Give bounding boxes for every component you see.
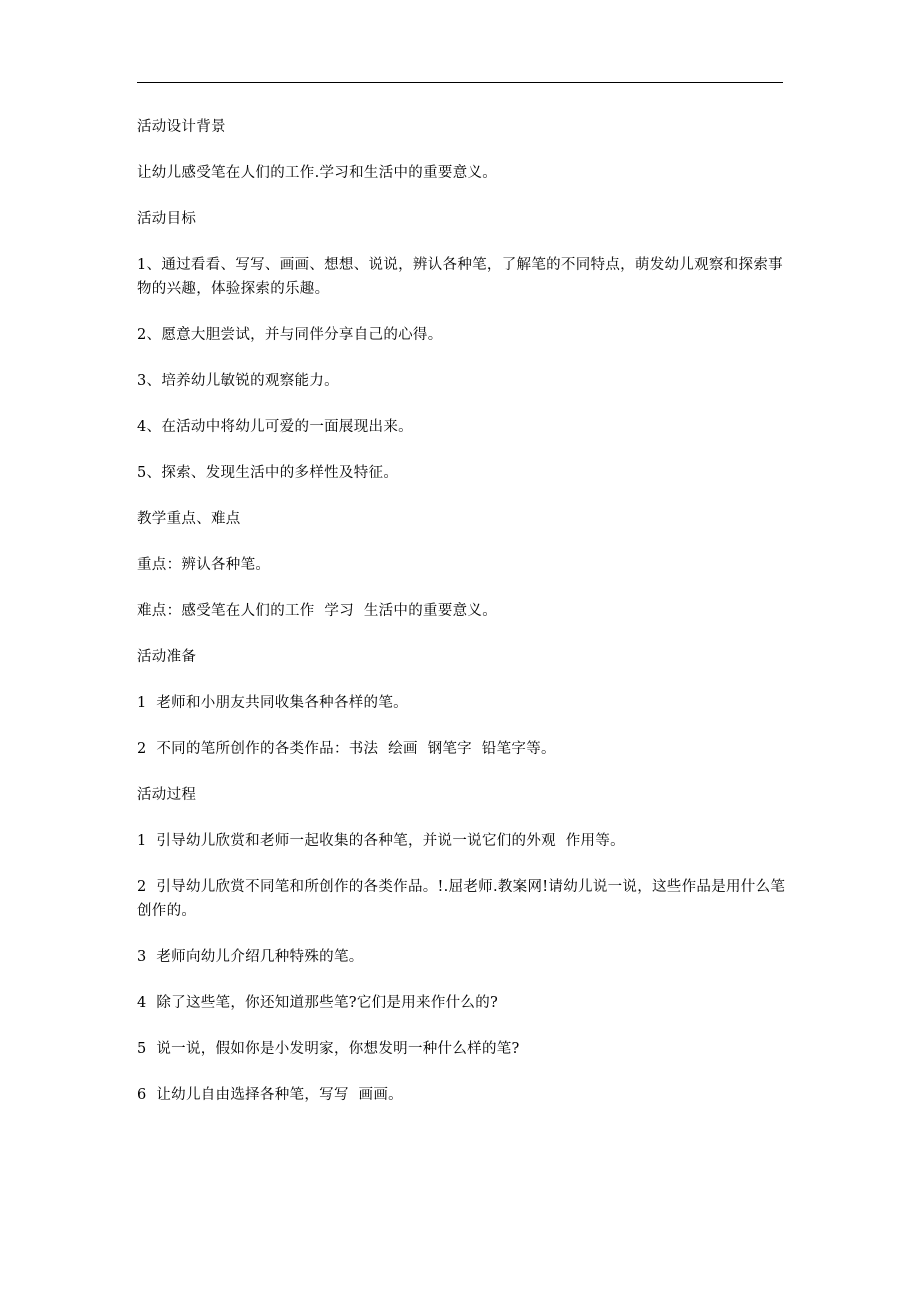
section-heading-background: 活动设计背景: [137, 119, 226, 135]
process-step: 2 引导幼儿欣赏不同笔和所创作的各类作品。!.屈老师.教案网!请幼儿说一说，这些作品是用什么笔创作的。: [137, 879, 786, 919]
header-rule: [137, 82, 783, 83]
process-step: 6 让幼儿自由选择各种笔，写写 画画。: [137, 1087, 403, 1103]
difficulty-text: 难点：感受笔在人们的工作 学习 生活中的重要意义。: [137, 603, 498, 619]
process-step: 5 说一说，假如你是小发明家，你想发明一种什么样的笔?: [137, 1041, 520, 1057]
document-body: [137, 115, 787, 1129]
process-step: 4 除了这些笔，你还知道那些笔?它们是用来作什么的?: [137, 995, 499, 1011]
preparation-item: 1 老师和小朋友共同收集各种各样的笔。: [137, 695, 408, 711]
goal-item: 5、探索、发现生活中的多样性及特征。: [137, 465, 399, 481]
section-heading-key-points: 教学重点、难点: [137, 511, 241, 527]
process-step: 3 老师向幼儿介绍几种特殊的笔。: [137, 949, 364, 965]
section-heading-process: 活动过程: [137, 787, 197, 803]
section-heading-goals: 活动目标: [137, 211, 197, 227]
process-step: 1 引导幼儿欣赏和老师一起收集的各种笔，并说一说它们的外观 作用等。: [137, 833, 625, 849]
preparation-item: 2 不同的笔所创作的各类作品：书法 绘画 钢笔字 铅笔字等。: [137, 741, 556, 757]
goal-item: 1、通过看看、写写、画画、想想、说说，辨认各种笔，了解笔的不同特点，萌发幼儿观察和探索事物的兴趣，体验探索的乐趣。: [137, 257, 783, 297]
section-heading-preparation: 活动准备: [137, 649, 197, 665]
goal-item: 4、在活动中将幼儿可爱的一面展现出来。: [137, 419, 413, 435]
key-point-text: 重点：辨认各种笔。: [137, 557, 271, 573]
background-text: 让幼儿感受笔在人们的工作.学习和生活中的重要意义。: [137, 165, 498, 181]
goal-item: 3、培养幼儿敏锐的观察能力。: [137, 373, 339, 389]
goal-item: 2、愿意大胆尝试，并与同伴分享自己的心得。: [137, 327, 443, 343]
